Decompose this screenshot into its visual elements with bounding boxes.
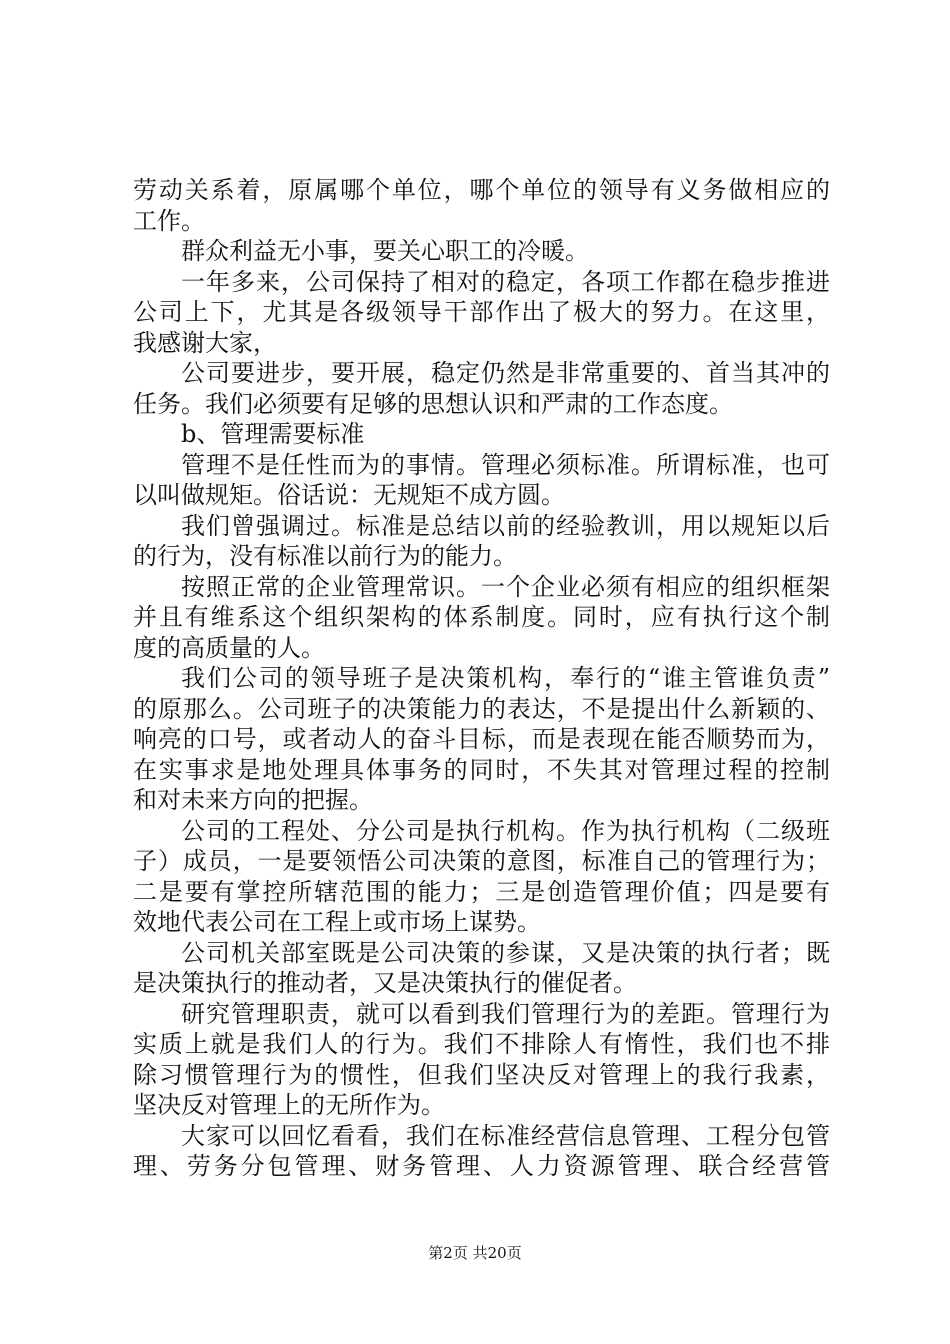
text-line: 的原那么。公司班子的决策能力的表达，不是提出什么新颖的、 <box>133 694 830 723</box>
paragraph <box>133 358 830 419</box>
text-line: 公司要进步，要开展，稳定仍然是非常重要的、首当其冲的 <box>181 359 830 387</box>
text-line: 子）成员，一是要领悟公司决策的意图，标准自己的管理行为； <box>133 847 830 875</box>
text-line: 大家可以回忆看看，我们在标准经营信息管理、工程分包管 <box>181 1121 830 1150</box>
text-line: 工作。 <box>133 206 205 235</box>
text-line: 群众利益无小事，要关心职工的冷暖。 <box>181 237 589 265</box>
text-line: 任务。我们必须要有足够的思想认识和严肃的工作态度。 <box>133 389 733 418</box>
text-line: 是决策执行的推动者，又是决策执行的催促者。 <box>133 969 637 997</box>
text-line: 以叫做规矩。俗话说：无规矩不成方圆。 <box>133 481 565 509</box>
text-line: 并且有维系这个组织架构的体系制度。同时，应有执行这个制 <box>133 603 830 631</box>
text-line: 劳动关系着，原属哪个单位，哪个单位的领导有义务做相应的 <box>133 176 830 204</box>
text-line: 响亮的口号，或者动人的奋斗目标，而是表现在能否顺势而为， <box>133 725 830 753</box>
text-line: 我们曾强调过。标准是总结以前的经验教训，用以规矩以后 <box>181 511 830 540</box>
document-body <box>133 175 830 1182</box>
paragraph <box>133 175 830 236</box>
text-line: b、管理需要标准 <box>181 420 365 448</box>
text-line: 除习惯管理行为的惯性，但我们坚决反对管理上的我行我素， <box>133 1060 830 1089</box>
paragraph <box>133 267 830 359</box>
paragraph <box>133 419 830 450</box>
text-line: 一年多来，公司保持了相对的稳定，各项工作都在稳步推进 <box>181 267 830 296</box>
text-line: 实质上就是我们人的行为。我们不排除人有惰性，我们也不排 <box>133 1030 830 1058</box>
text-line: 按照正常的企业管理常识。一个企业必须有相应的组织框架 <box>181 572 830 601</box>
paragraph <box>133 236 830 267</box>
paragraph <box>133 938 830 999</box>
text-line: 理、劳务分包管理、财务管理、人力资源管理、联合经营管 <box>133 1152 830 1180</box>
paragraph <box>133 572 830 664</box>
text-line: 和对未来方向的把握。 <box>133 786 373 814</box>
paragraph <box>133 1121 830 1182</box>
text-line: 研究管理职责，就可以看到我们管理行为的差距。管理行为 <box>181 999 830 1028</box>
text-line: 公司机关部室既是公司决策的参谋，又是决策的执行者；既 <box>181 938 830 967</box>
text-line: 的行为，没有标准以前行为的能力。 <box>133 542 517 570</box>
text-line: 二是要有掌控所辖范围的能力；三是创造管理价值；四是要有 <box>133 877 830 906</box>
paragraph <box>133 663 830 816</box>
paragraph <box>133 999 830 1121</box>
text-line: 度的高质量的人。 <box>133 633 325 662</box>
paragraph <box>133 511 830 572</box>
text-line: 坚决反对管理上的无所作为。 <box>133 1091 445 1119</box>
text-line: 效地代表公司在工程上或市场上谋势。 <box>133 908 541 936</box>
text-line: 管理不是任性而为的事情。管理必须标准。所谓标准，也可 <box>181 450 830 479</box>
text-line: 公司上下，尤其是各级领导干部作出了极大的努力。在这里， <box>133 298 830 326</box>
paragraph <box>133 450 830 511</box>
text-line: 我感谢大家， <box>133 328 277 357</box>
text-line: 公司的工程处、分公司是执行机构。作为执行机构（二级班 <box>181 816 830 845</box>
paragraph <box>133 816 830 938</box>
text-line: 在实事求是地处理具体事务的同时，不失其对管理过程的控制 <box>133 755 830 784</box>
text-line: 我们公司的领导班子是决策机构，奉行的“谁主管谁负责” <box>181 664 830 692</box>
page-footer: 第2页 共20页 <box>428 1244 522 1262</box>
